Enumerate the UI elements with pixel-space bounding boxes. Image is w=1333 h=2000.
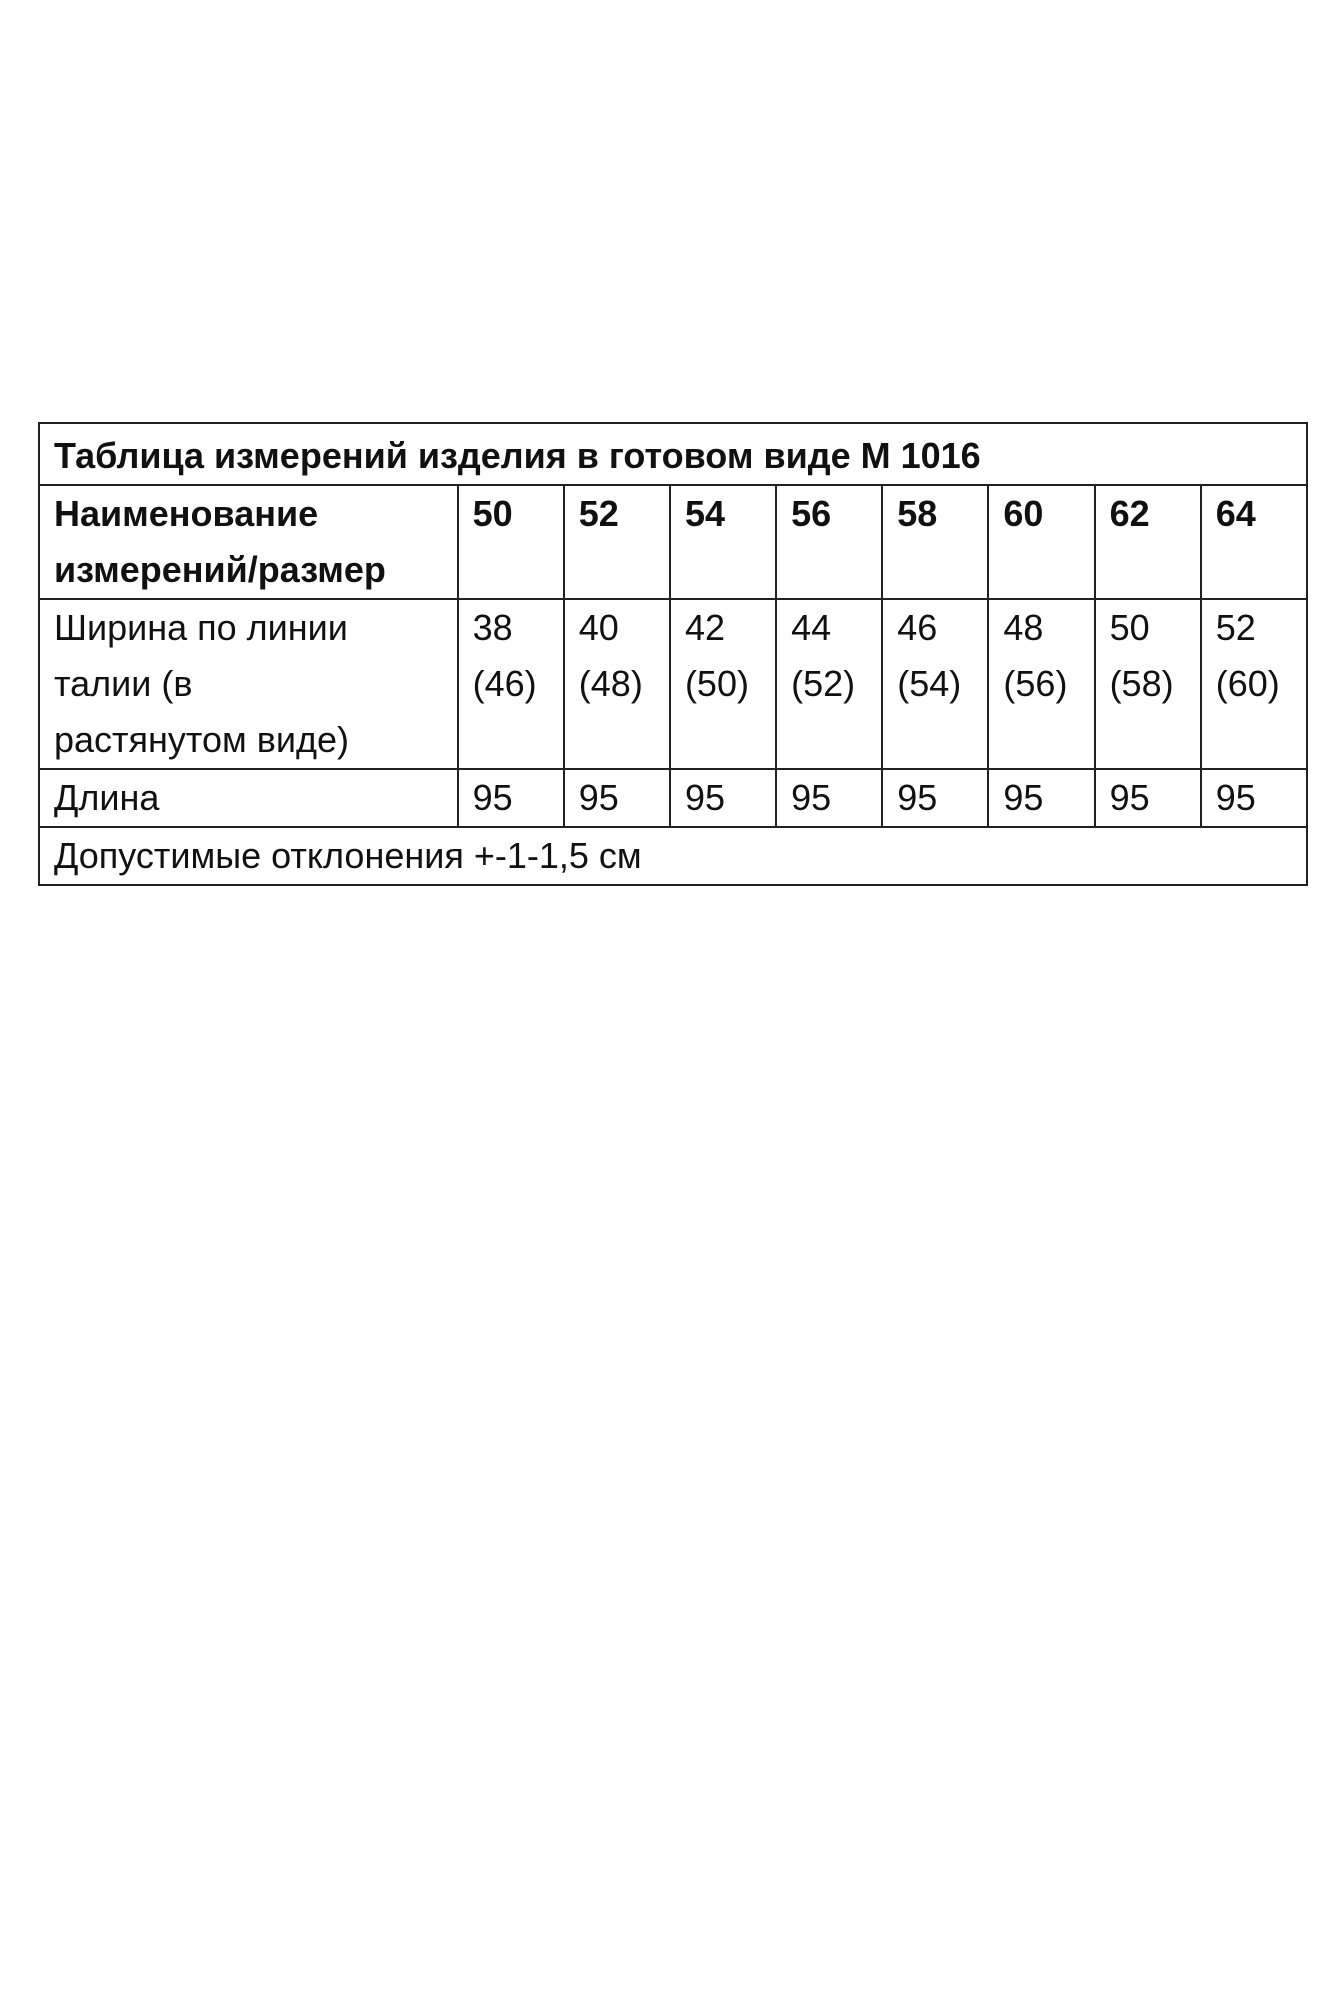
value-cell xyxy=(776,599,882,769)
row-label-cell: Длина xyxy=(39,769,458,827)
value-cell: 95 xyxy=(1095,769,1201,827)
size-header: 50 xyxy=(458,485,564,599)
value-cell: 95 xyxy=(670,769,776,827)
table-title-row xyxy=(39,423,1307,485)
value-cell: 95 xyxy=(1201,769,1307,827)
table-row-waist-width xyxy=(39,599,1307,769)
value-cell xyxy=(564,599,670,769)
size-header: 60 xyxy=(988,485,1094,599)
size-header: 62 xyxy=(1095,485,1201,599)
value-stretched: (48) xyxy=(578,663,643,704)
value-main: 52 xyxy=(1215,607,1256,648)
row-label-line: Ширина по линии xyxy=(54,607,348,648)
value-stretched: (58) xyxy=(1109,663,1174,704)
value-main: 44 xyxy=(791,607,832,648)
value-main: 46 xyxy=(897,607,938,648)
row-label-cell xyxy=(39,599,458,769)
value-stretched: (54) xyxy=(897,663,962,704)
row-label-line: растянутом виде) xyxy=(54,719,350,760)
size-header: 64 xyxy=(1201,485,1307,599)
table-title: Таблица измерений изделия в готовом виде М 1016 xyxy=(39,423,1307,485)
value-cell xyxy=(670,599,776,769)
value-cell xyxy=(458,599,564,769)
header-label-cell xyxy=(39,485,458,599)
table-note-row xyxy=(39,827,1307,885)
size-header: 56 xyxy=(776,485,882,599)
size-header: 52 xyxy=(564,485,670,599)
value-stretched: (56) xyxy=(1003,663,1068,704)
value-cell: 95 xyxy=(458,769,564,827)
header-label-line2: измерений/размер xyxy=(54,549,386,590)
value-stretched: (52) xyxy=(791,663,856,704)
value-cell xyxy=(1201,599,1307,769)
value-main: 40 xyxy=(578,607,619,648)
value-main: 50 xyxy=(1109,607,1150,648)
value-main: 48 xyxy=(1003,607,1044,648)
value-cell: 95 xyxy=(988,769,1094,827)
measurement-table xyxy=(38,422,1308,886)
value-cell: 95 xyxy=(882,769,988,827)
table-header-row xyxy=(39,485,1307,599)
size-header: 58 xyxy=(882,485,988,599)
header-label-line1: Наименование xyxy=(54,493,319,534)
row-label-line: талии (в xyxy=(54,663,193,704)
value-cell: 95 xyxy=(776,769,882,827)
table-row-length xyxy=(39,769,1307,827)
value-stretched: (50) xyxy=(684,663,749,704)
value-main: 38 xyxy=(472,607,513,648)
value-stretched: (46) xyxy=(472,663,537,704)
size-header: 54 xyxy=(670,485,776,599)
value-cell: 95 xyxy=(564,769,670,827)
tolerance-note: Допустимые отклонения +-1-1,5 см xyxy=(39,827,1307,885)
value-cell xyxy=(1095,599,1201,769)
value-main: 42 xyxy=(684,607,725,648)
value-cell xyxy=(882,599,988,769)
value-stretched: (60) xyxy=(1215,663,1280,704)
value-cell xyxy=(988,599,1094,769)
